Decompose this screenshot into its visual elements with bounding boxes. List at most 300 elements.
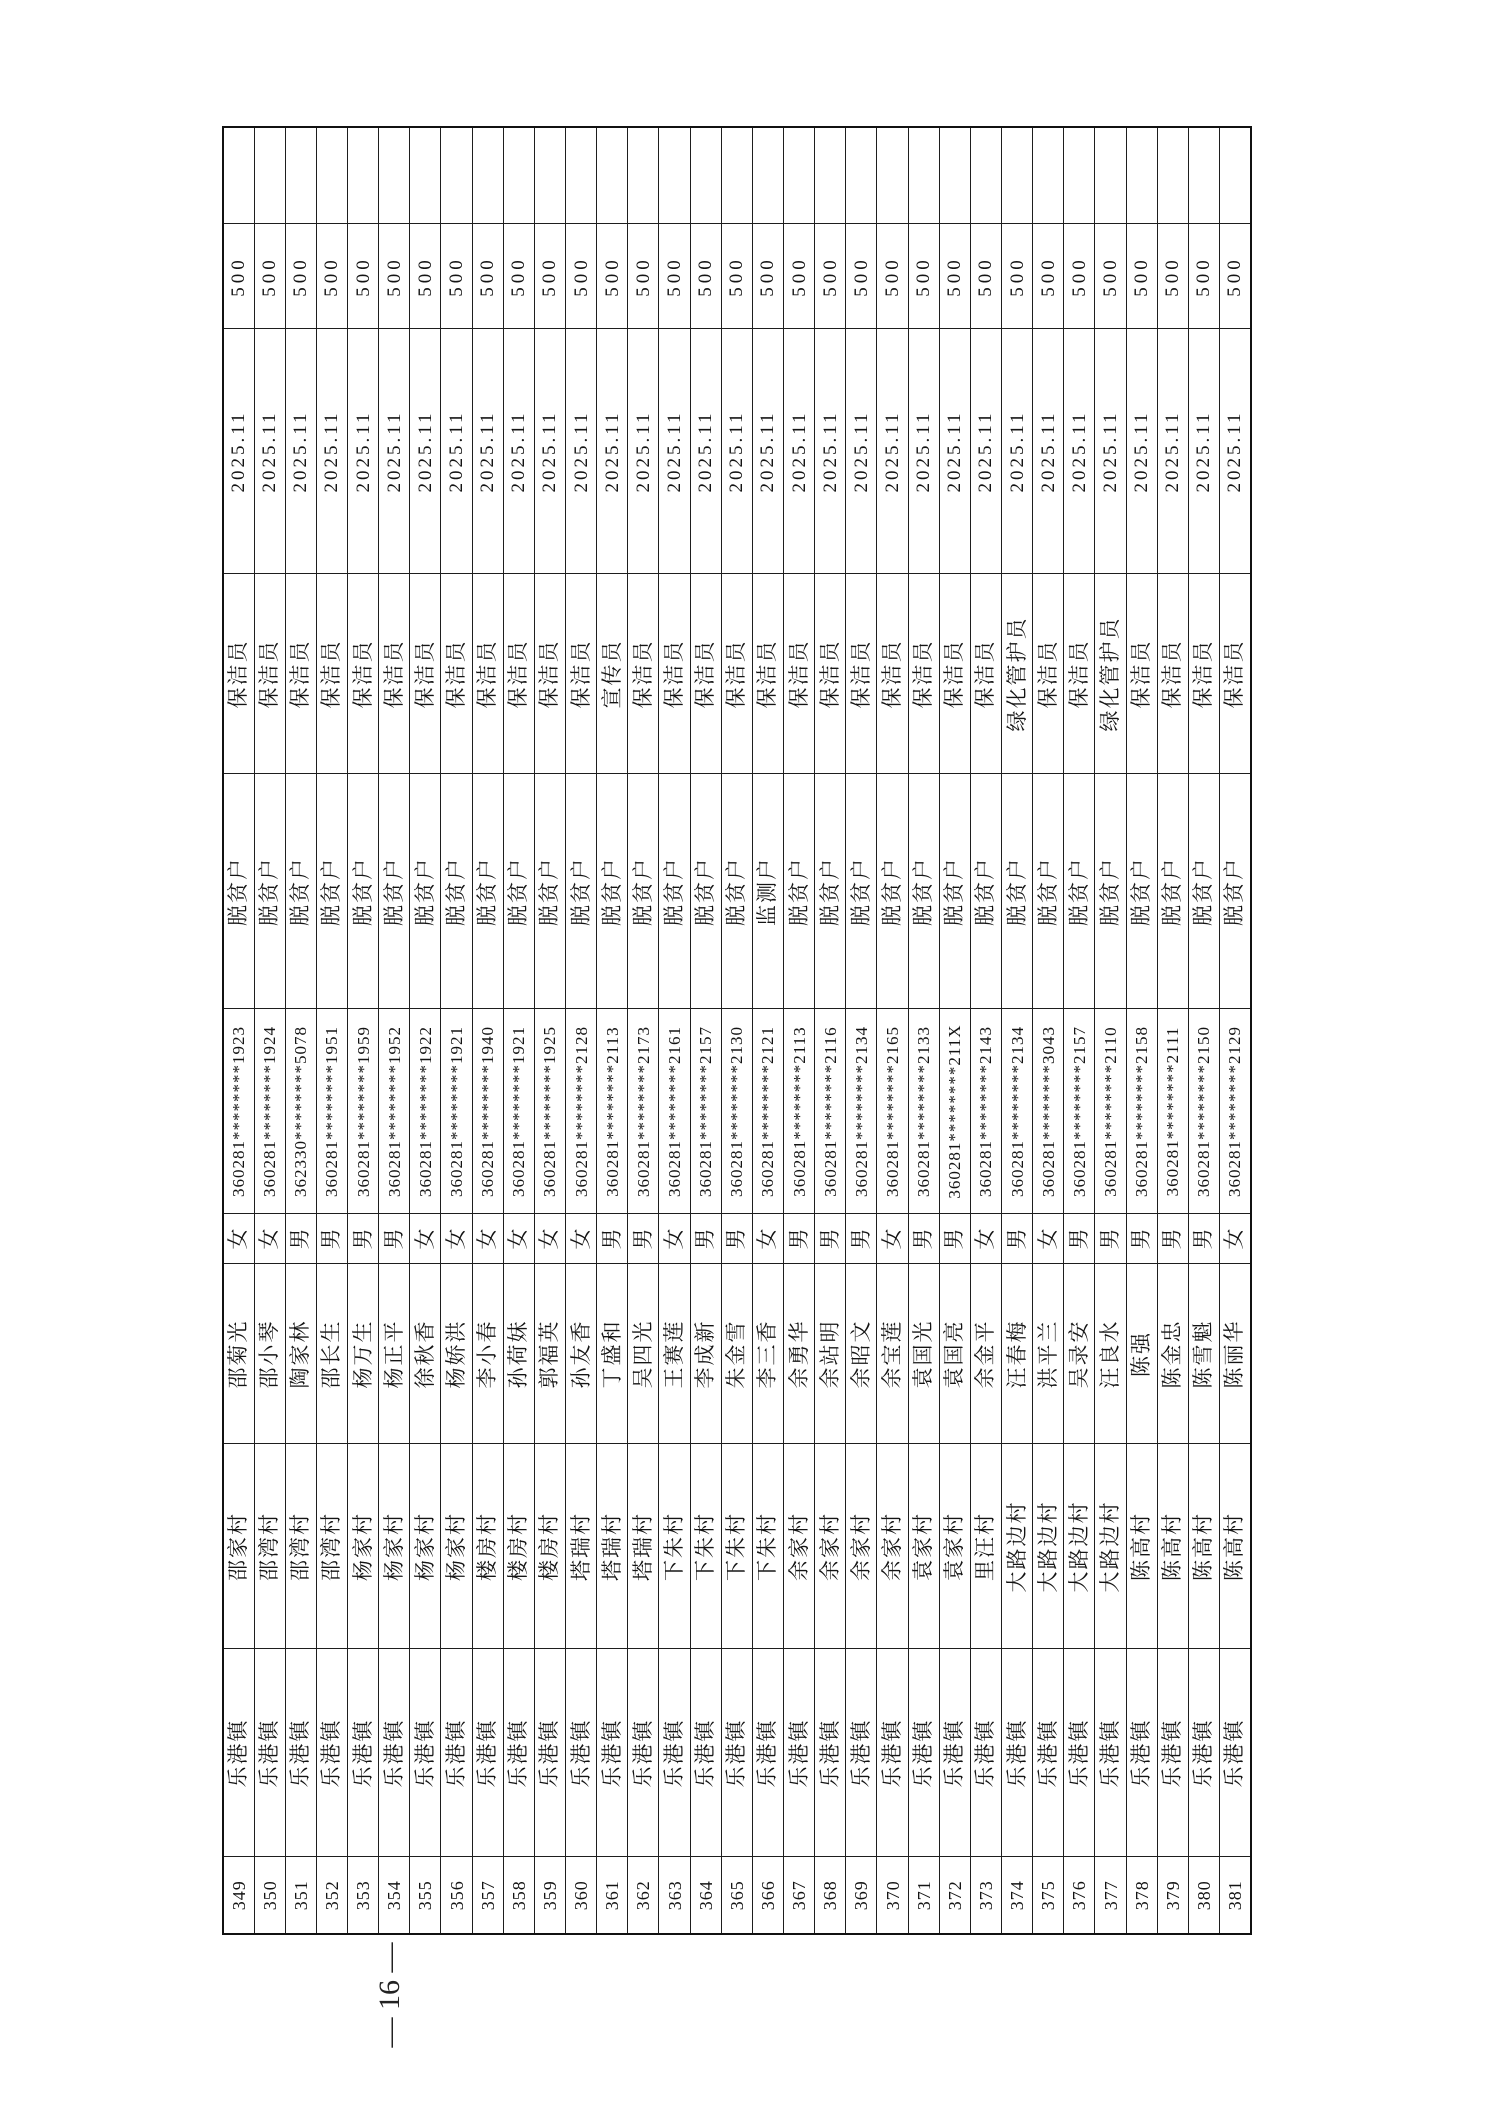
name-cell: 余宝莲 xyxy=(877,1264,908,1444)
amount-cell: 500 xyxy=(503,224,534,329)
table-row xyxy=(597,127,628,1934)
row-number-cell: 370 xyxy=(877,1857,908,1934)
town-cell: 乐港镇 xyxy=(472,1649,503,1857)
name-cell: 丁盛和 xyxy=(597,1264,628,1444)
amount-cell: 500 xyxy=(223,224,254,329)
gender-cell: 女 xyxy=(970,1214,1001,1264)
row-number-cell: 355 xyxy=(410,1857,441,1934)
post-cell: 保洁员 xyxy=(1188,574,1219,774)
village-cell: 余家村 xyxy=(846,1444,877,1649)
household-type-cell: 脱贫户 xyxy=(690,774,721,1009)
post-cell: 保洁员 xyxy=(410,574,441,774)
id-number-cell: 360281********1921 xyxy=(503,1009,534,1214)
village-cell: 杨家村 xyxy=(441,1444,472,1649)
town-cell: 乐港镇 xyxy=(752,1649,783,1857)
name-cell: 王赛莲 xyxy=(659,1264,690,1444)
town-cell: 乐港镇 xyxy=(503,1649,534,1857)
id-number-cell: 360281********2173 xyxy=(628,1009,659,1214)
village-cell: 陈高村 xyxy=(1157,1444,1188,1649)
town-cell: 乐港镇 xyxy=(1033,1649,1064,1857)
id-number-cell: 360281********2111 xyxy=(1157,1009,1188,1214)
post-cell: 保洁员 xyxy=(877,574,908,774)
date-cell: 2025.11 xyxy=(597,329,628,574)
id-number-cell: 360281********2134 xyxy=(846,1009,877,1214)
town-cell: 乐港镇 xyxy=(410,1649,441,1857)
rotated-table-wrapper xyxy=(222,128,1250,1935)
amount-cell: 500 xyxy=(1220,224,1251,329)
village-cell: 邵家村 xyxy=(223,1444,254,1649)
gender-cell: 男 xyxy=(1188,1214,1219,1264)
id-number-cell: 360281********2133 xyxy=(908,1009,939,1214)
post-cell: 保洁员 xyxy=(316,574,347,774)
gender-cell: 男 xyxy=(908,1214,939,1264)
post-cell: 保洁员 xyxy=(285,574,316,774)
post-cell: 保洁员 xyxy=(721,574,752,774)
name-cell: 李三香 xyxy=(752,1264,783,1444)
name-cell: 洪平兰 xyxy=(1033,1264,1064,1444)
table-row xyxy=(348,127,379,1934)
town-cell: 乐港镇 xyxy=(690,1649,721,1857)
remark-cell xyxy=(908,127,939,224)
row-number-cell: 352 xyxy=(316,1857,347,1934)
row-number-cell: 376 xyxy=(1064,1857,1095,1934)
table-row xyxy=(908,127,939,1934)
remark-cell xyxy=(815,127,846,224)
post-cell: 绿化管护员 xyxy=(1095,574,1126,774)
table-row xyxy=(472,127,503,1934)
table-row xyxy=(970,127,1001,1934)
post-cell: 保洁员 xyxy=(348,574,379,774)
gender-cell: 女 xyxy=(877,1214,908,1264)
household-type-cell: 脱贫户 xyxy=(939,774,970,1009)
amount-cell: 500 xyxy=(628,224,659,329)
amount-cell: 500 xyxy=(877,224,908,329)
date-cell: 2025.11 xyxy=(1188,329,1219,574)
village-cell: 大路边村 xyxy=(1002,1444,1033,1649)
row-number-cell: 377 xyxy=(1095,1857,1126,1934)
row-number-cell: 371 xyxy=(908,1857,939,1934)
page-number: — 16 — xyxy=(373,1942,406,2048)
gender-cell: 男 xyxy=(597,1214,628,1264)
row-number-cell: 372 xyxy=(939,1857,970,1934)
table-row xyxy=(815,127,846,1934)
table-row xyxy=(223,127,254,1934)
gender-cell: 男 xyxy=(846,1214,877,1264)
date-cell: 2025.11 xyxy=(877,329,908,574)
household-type-cell: 脱贫户 xyxy=(628,774,659,1009)
post-cell: 保洁员 xyxy=(970,574,1001,774)
household-type-cell: 脱贫户 xyxy=(379,774,410,1009)
town-cell: 乐港镇 xyxy=(1002,1649,1033,1857)
id-number-cell: 360281********1922 xyxy=(410,1009,441,1214)
remark-cell xyxy=(1064,127,1095,224)
village-cell: 大路边村 xyxy=(1064,1444,1095,1649)
amount-cell: 500 xyxy=(815,224,846,329)
date-cell: 2025.11 xyxy=(534,329,565,574)
gender-cell: 女 xyxy=(223,1214,254,1264)
row-number-cell: 380 xyxy=(1188,1857,1219,1934)
name-cell: 陶家林 xyxy=(285,1264,316,1444)
town-cell: 乐港镇 xyxy=(939,1649,970,1857)
amount-cell: 500 xyxy=(970,224,1001,329)
date-cell: 2025.11 xyxy=(690,329,721,574)
town-cell: 乐港镇 xyxy=(1095,1649,1126,1857)
remark-cell xyxy=(970,127,1001,224)
remark-cell xyxy=(597,127,628,224)
remark-cell xyxy=(254,127,285,224)
household-type-cell: 脱贫户 xyxy=(1188,774,1219,1009)
town-cell: 乐港镇 xyxy=(970,1649,1001,1857)
name-cell: 邵小琴 xyxy=(254,1264,285,1444)
post-cell: 保洁员 xyxy=(659,574,690,774)
table-row xyxy=(877,127,908,1934)
village-cell: 余家村 xyxy=(815,1444,846,1649)
post-cell: 保洁员 xyxy=(939,574,970,774)
post-cell: 保洁员 xyxy=(566,574,597,774)
gender-cell: 女 xyxy=(752,1214,783,1264)
amount-cell: 500 xyxy=(752,224,783,329)
town-cell: 乐港镇 xyxy=(628,1649,659,1857)
household-type-cell: 脱贫户 xyxy=(1220,774,1251,1009)
amount-cell: 500 xyxy=(1095,224,1126,329)
village-cell: 下朱村 xyxy=(690,1444,721,1649)
post-cell: 保洁员 xyxy=(1157,574,1188,774)
remark-cell xyxy=(628,127,659,224)
remark-cell xyxy=(348,127,379,224)
date-cell: 2025.11 xyxy=(285,329,316,574)
town-cell: 乐港镇 xyxy=(285,1649,316,1857)
post-cell: 保洁员 xyxy=(815,574,846,774)
date-cell: 2025.11 xyxy=(1064,329,1095,574)
household-type-cell: 脱贫户 xyxy=(1126,774,1157,1009)
id-number-cell: 362330********5078 xyxy=(285,1009,316,1214)
table-row xyxy=(752,127,783,1934)
date-cell: 2025.11 xyxy=(223,329,254,574)
id-number-cell: 360281********2113 xyxy=(784,1009,815,1214)
row-number-cell: 357 xyxy=(472,1857,503,1934)
village-cell: 楼房村 xyxy=(503,1444,534,1649)
town-cell: 乐港镇 xyxy=(254,1649,285,1857)
name-cell: 杨万生 xyxy=(348,1264,379,1444)
village-cell: 塔瑞村 xyxy=(597,1444,628,1649)
amount-cell: 500 xyxy=(254,224,285,329)
id-number-cell: 360281********2128 xyxy=(566,1009,597,1214)
remark-cell xyxy=(1157,127,1188,224)
village-cell: 袁家村 xyxy=(908,1444,939,1649)
household-type-cell: 脱贫户 xyxy=(223,774,254,1009)
household-type-cell: 脱贫户 xyxy=(410,774,441,1009)
post-cell: 保洁员 xyxy=(1220,574,1251,774)
name-cell: 郭福英 xyxy=(534,1264,565,1444)
id-number-cell: 360281********1959 xyxy=(348,1009,379,1214)
table-row xyxy=(1002,127,1033,1934)
table-row xyxy=(939,127,970,1934)
date-cell: 2025.11 xyxy=(348,329,379,574)
date-cell: 2025.11 xyxy=(566,329,597,574)
name-cell: 李成新 xyxy=(690,1264,721,1444)
amount-cell: 500 xyxy=(597,224,628,329)
date-cell: 2025.11 xyxy=(784,329,815,574)
row-number-cell: 366 xyxy=(752,1857,783,1934)
date-cell: 2025.11 xyxy=(1033,329,1064,574)
household-type-cell: 脱贫户 xyxy=(316,774,347,1009)
post-cell: 保洁员 xyxy=(628,574,659,774)
remark-cell xyxy=(472,127,503,224)
table-row xyxy=(784,127,815,1934)
date-cell: 2025.11 xyxy=(503,329,534,574)
name-cell: 余勇华 xyxy=(784,1264,815,1444)
id-number-cell: 360281********2134 xyxy=(1002,1009,1033,1214)
remark-cell xyxy=(1095,127,1126,224)
row-number-cell: 356 xyxy=(441,1857,472,1934)
id-number-cell: 360281********1925 xyxy=(534,1009,565,1214)
row-number-cell: 360 xyxy=(566,1857,597,1934)
household-type-cell: 脱贫户 xyxy=(348,774,379,1009)
amount-cell: 500 xyxy=(441,224,472,329)
town-cell: 乐港镇 xyxy=(1064,1649,1095,1857)
date-cell: 2025.11 xyxy=(316,329,347,574)
post-cell: 保洁员 xyxy=(223,574,254,774)
amount-cell: 500 xyxy=(1002,224,1033,329)
town-cell: 乐港镇 xyxy=(1220,1649,1251,1857)
remark-cell xyxy=(1188,127,1219,224)
id-number-cell: 360281********2121 xyxy=(752,1009,783,1214)
household-type-cell: 脱贫户 xyxy=(659,774,690,1009)
row-number-cell: 353 xyxy=(348,1857,379,1934)
household-type-cell: 脱贫户 xyxy=(472,774,503,1009)
name-cell: 朱金雪 xyxy=(721,1264,752,1444)
household-type-cell: 脱贫户 xyxy=(566,774,597,1009)
id-number-cell: 360281********2129 xyxy=(1220,1009,1251,1214)
post-cell: 保洁员 xyxy=(441,574,472,774)
village-cell: 陈高村 xyxy=(1188,1444,1219,1649)
table-row xyxy=(1095,127,1126,1934)
remark-cell xyxy=(566,127,597,224)
village-cell: 下朱村 xyxy=(721,1444,752,1649)
row-number-cell: 364 xyxy=(690,1857,721,1934)
village-cell: 邵湾村 xyxy=(254,1444,285,1649)
village-cell: 塔瑞村 xyxy=(628,1444,659,1649)
name-cell: 孙荷妹 xyxy=(503,1264,534,1444)
name-cell: 陈雪魁 xyxy=(1188,1264,1219,1444)
row-number-cell: 361 xyxy=(597,1857,628,1934)
remark-cell xyxy=(846,127,877,224)
remark-cell xyxy=(939,127,970,224)
date-cell: 2025.11 xyxy=(628,329,659,574)
gender-cell: 女 xyxy=(254,1214,285,1264)
village-cell: 陈高村 xyxy=(1126,1444,1157,1649)
household-type-cell: 脱贫户 xyxy=(503,774,534,1009)
row-number-cell: 349 xyxy=(223,1857,254,1934)
remark-cell xyxy=(690,127,721,224)
id-number-cell: 360281********2150 xyxy=(1188,1009,1219,1214)
table-row xyxy=(1126,127,1157,1934)
table-row xyxy=(1064,127,1095,1934)
date-cell: 2025.11 xyxy=(939,329,970,574)
gender-cell: 男 xyxy=(1095,1214,1126,1264)
amount-cell: 500 xyxy=(784,224,815,329)
name-cell: 汪春梅 xyxy=(1002,1264,1033,1444)
id-number-cell: 360281********2157 xyxy=(1064,1009,1095,1214)
row-number-cell: 350 xyxy=(254,1857,285,1934)
id-number-cell: 360281********211X xyxy=(939,1009,970,1214)
name-cell: 陈强 xyxy=(1126,1264,1157,1444)
household-type-cell: 脱贫户 xyxy=(254,774,285,1009)
village-cell: 余家村 xyxy=(877,1444,908,1649)
household-type-cell: 脱贫户 xyxy=(1033,774,1064,1009)
remark-cell xyxy=(410,127,441,224)
remark-cell xyxy=(441,127,472,224)
village-cell: 邵湾村 xyxy=(285,1444,316,1649)
town-cell: 乐港镇 xyxy=(223,1649,254,1857)
table-row xyxy=(1220,127,1251,1934)
town-cell: 乐港镇 xyxy=(877,1649,908,1857)
gender-cell: 男 xyxy=(285,1214,316,1264)
table-row xyxy=(316,127,347,1934)
village-cell: 杨家村 xyxy=(379,1444,410,1649)
gender-cell: 男 xyxy=(379,1214,410,1264)
gender-cell: 男 xyxy=(1126,1214,1157,1264)
table-row xyxy=(254,127,285,1934)
name-cell: 袁国光 xyxy=(908,1264,939,1444)
name-cell: 袁国亮 xyxy=(939,1264,970,1444)
town-cell: 乐港镇 xyxy=(1126,1649,1157,1857)
row-number-cell: 358 xyxy=(503,1857,534,1934)
town-cell: 乐港镇 xyxy=(659,1649,690,1857)
post-cell: 保洁员 xyxy=(254,574,285,774)
table-row xyxy=(410,127,441,1934)
amount-cell: 500 xyxy=(1064,224,1095,329)
date-cell: 2025.11 xyxy=(1157,329,1188,574)
row-number-cell: 373 xyxy=(970,1857,1001,1934)
id-number-cell: 360281********2143 xyxy=(970,1009,1001,1214)
date-cell: 2025.11 xyxy=(1002,329,1033,574)
village-cell: 杨家村 xyxy=(410,1444,441,1649)
remark-cell xyxy=(877,127,908,224)
household-type-cell: 脱贫户 xyxy=(877,774,908,1009)
town-cell: 乐港镇 xyxy=(534,1649,565,1857)
town-cell: 乐港镇 xyxy=(566,1649,597,1857)
gender-cell: 女 xyxy=(503,1214,534,1264)
table-row xyxy=(659,127,690,1934)
name-cell: 余站明 xyxy=(815,1264,846,1444)
id-number-cell: 360281********2110 xyxy=(1095,1009,1126,1214)
amount-cell: 500 xyxy=(908,224,939,329)
town-cell: 乐港镇 xyxy=(1188,1649,1219,1857)
table-row xyxy=(721,127,752,1934)
id-number-cell: 360281********3043 xyxy=(1033,1009,1064,1214)
table-body xyxy=(223,127,1251,1934)
date-cell: 2025.11 xyxy=(846,329,877,574)
id-number-cell: 360281********2165 xyxy=(877,1009,908,1214)
post-cell: 绿化管护员 xyxy=(1002,574,1033,774)
amount-cell: 500 xyxy=(721,224,752,329)
town-cell: 乐港镇 xyxy=(316,1649,347,1857)
table-row xyxy=(379,127,410,1934)
remark-cell xyxy=(1033,127,1064,224)
town-cell: 乐港镇 xyxy=(815,1649,846,1857)
remark-cell xyxy=(1220,127,1251,224)
household-type-cell: 脱贫户 xyxy=(1002,774,1033,1009)
village-cell: 陈高村 xyxy=(1220,1444,1251,1649)
remark-cell xyxy=(379,127,410,224)
post-cell: 保洁员 xyxy=(1126,574,1157,774)
date-cell: 2025.11 xyxy=(659,329,690,574)
gender-cell: 女 xyxy=(1220,1214,1251,1264)
name-cell: 陈金忠 xyxy=(1157,1264,1188,1444)
table-row xyxy=(628,127,659,1934)
table-row xyxy=(503,127,534,1934)
table-row xyxy=(534,127,565,1934)
post-cell: 保洁员 xyxy=(379,574,410,774)
household-type-cell: 脱贫户 xyxy=(597,774,628,1009)
amount-cell: 500 xyxy=(379,224,410,329)
village-cell: 楼房村 xyxy=(472,1444,503,1649)
village-cell: 下朱村 xyxy=(659,1444,690,1649)
row-number-cell: 351 xyxy=(285,1857,316,1934)
remark-cell xyxy=(223,127,254,224)
remark-cell xyxy=(1002,127,1033,224)
name-cell: 汪良水 xyxy=(1095,1264,1126,1444)
gender-cell: 女 xyxy=(1033,1214,1064,1264)
gender-cell: 男 xyxy=(316,1214,347,1264)
gender-cell: 男 xyxy=(784,1214,815,1264)
village-cell: 余家村 xyxy=(784,1444,815,1649)
gender-cell: 男 xyxy=(1002,1214,1033,1264)
gender-cell: 女 xyxy=(566,1214,597,1264)
village-cell: 大路边村 xyxy=(1095,1444,1126,1649)
post-cell: 保洁员 xyxy=(534,574,565,774)
name-cell: 余昭文 xyxy=(846,1264,877,1444)
amount-cell: 500 xyxy=(659,224,690,329)
row-number-cell: 367 xyxy=(784,1857,815,1934)
id-number-cell: 360281********1923 xyxy=(223,1009,254,1214)
remark-cell xyxy=(721,127,752,224)
name-cell: 徐秋香 xyxy=(410,1264,441,1444)
amount-cell: 500 xyxy=(410,224,441,329)
date-cell: 2025.11 xyxy=(1126,329,1157,574)
post-cell: 保洁员 xyxy=(1033,574,1064,774)
household-type-cell: 脱贫户 xyxy=(784,774,815,1009)
post-cell: 保洁员 xyxy=(846,574,877,774)
remark-cell xyxy=(503,127,534,224)
village-cell: 袁家村 xyxy=(939,1444,970,1649)
amount-cell: 500 xyxy=(690,224,721,329)
town-cell: 乐港镇 xyxy=(846,1649,877,1857)
household-type-cell: 脱贫户 xyxy=(721,774,752,1009)
name-cell: 邵长生 xyxy=(316,1264,347,1444)
amount-cell: 500 xyxy=(472,224,503,329)
date-cell: 2025.11 xyxy=(721,329,752,574)
gender-cell: 男 xyxy=(815,1214,846,1264)
row-number-cell: 359 xyxy=(534,1857,565,1934)
date-cell: 2025.11 xyxy=(254,329,285,574)
village-cell: 杨家村 xyxy=(348,1444,379,1649)
amount-cell: 500 xyxy=(534,224,565,329)
table-row xyxy=(846,127,877,1934)
household-type-cell: 脱贫户 xyxy=(1064,774,1095,1009)
row-number-cell: 363 xyxy=(659,1857,690,1934)
gender-cell: 女 xyxy=(534,1214,565,1264)
remark-cell xyxy=(784,127,815,224)
name-cell: 孙友香 xyxy=(566,1264,597,1444)
date-cell: 2025.11 xyxy=(410,329,441,574)
id-number-cell: 360281********2113 xyxy=(597,1009,628,1214)
post-cell: 宣传员 xyxy=(597,574,628,774)
date-cell: 2025.11 xyxy=(908,329,939,574)
post-cell: 保洁员 xyxy=(503,574,534,774)
village-cell: 邵湾村 xyxy=(316,1444,347,1649)
